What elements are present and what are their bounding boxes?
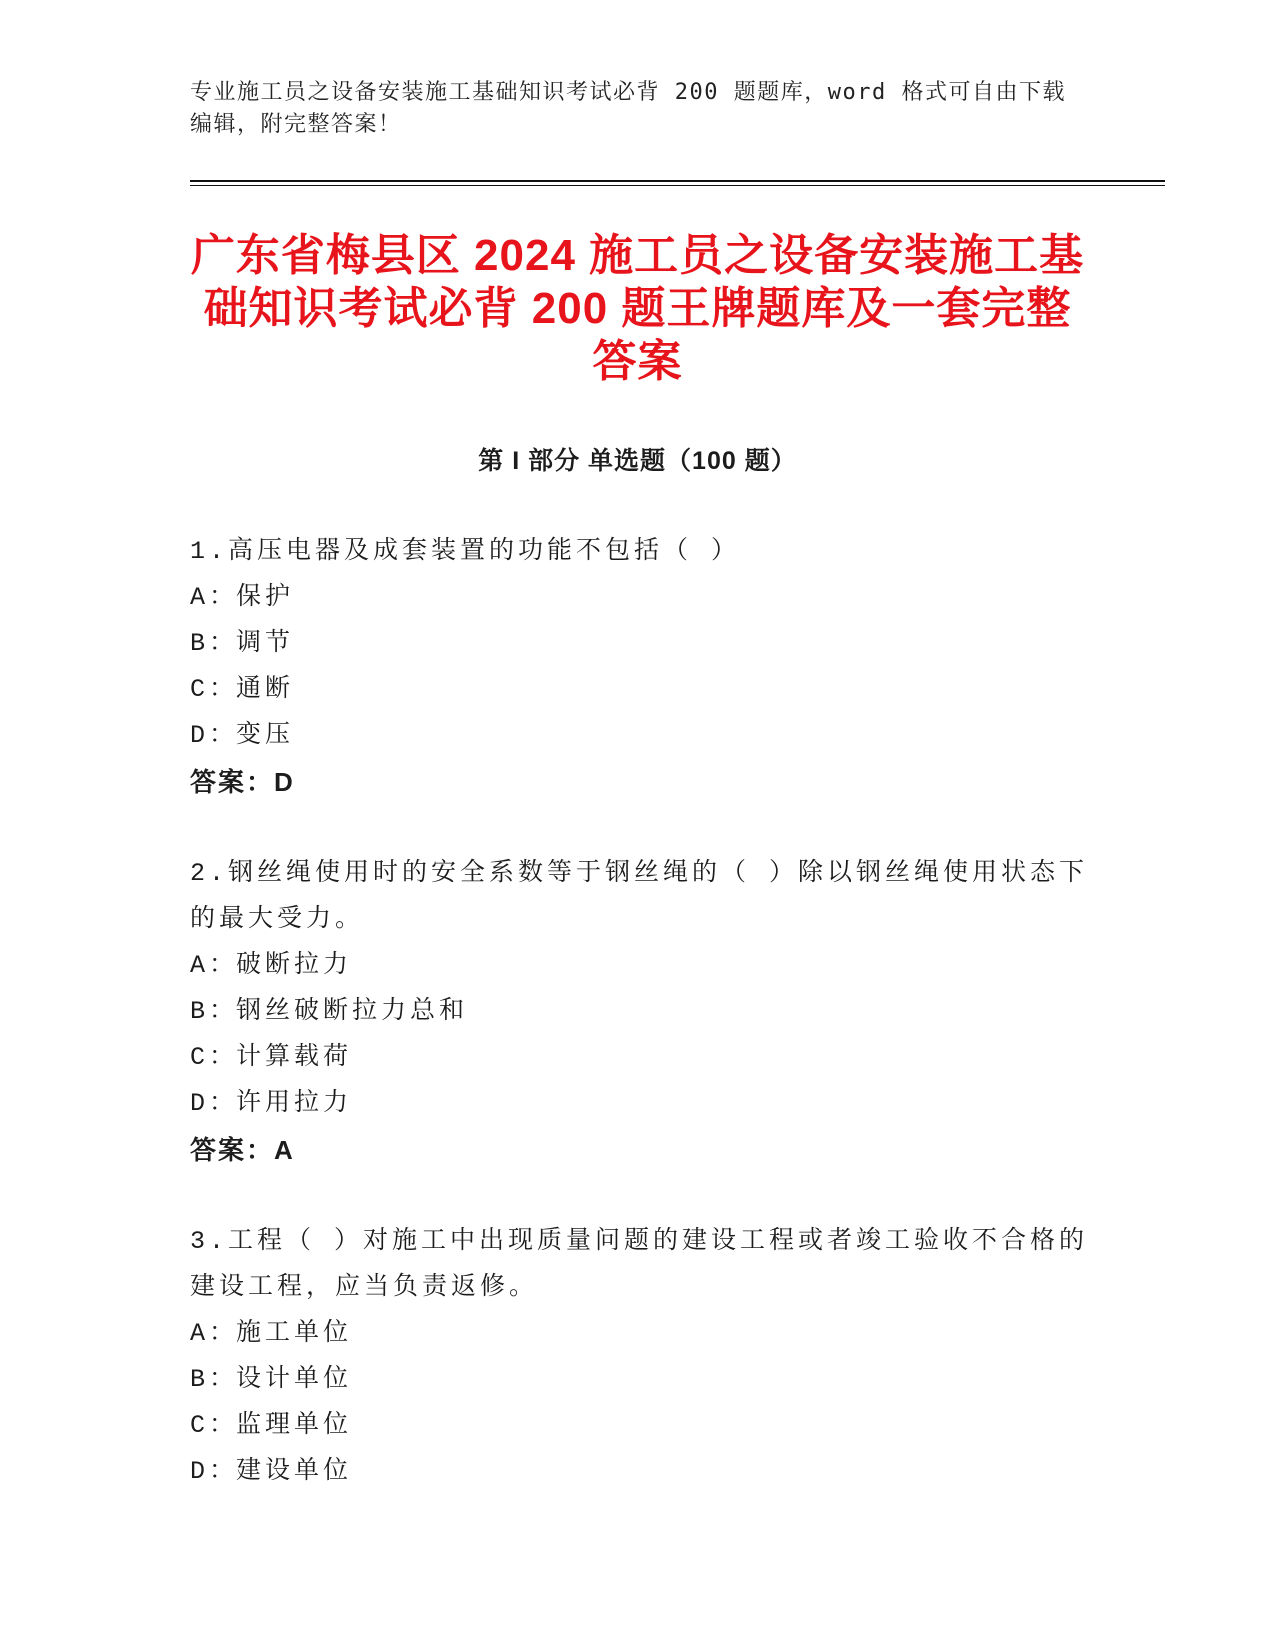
question-item xyxy=(190,851,1105,1173)
option-row xyxy=(190,575,1105,621)
section-heading: 第 I 部分 单选题（100 题） xyxy=(478,447,797,475)
option-label: B： xyxy=(190,1365,239,1394)
option-text: 计算载荷 xyxy=(236,1043,353,1072)
option-row xyxy=(190,1449,1105,1495)
option-row xyxy=(190,1081,1105,1127)
option-label: B： xyxy=(190,629,239,658)
answer-value: A xyxy=(274,1135,295,1165)
document-title-line: 广东省梅县区 2024 施工员之设备安装施工基 xyxy=(190,231,1085,280)
option-label: A： xyxy=(190,1319,239,1348)
document-title-line: 础知识考试必背 200 题王牌题库及一套完整 xyxy=(203,284,1072,333)
option-row xyxy=(190,667,1105,713)
option-row xyxy=(190,943,1105,989)
option-text: 建设单位 xyxy=(236,1457,353,1486)
option-label: A： xyxy=(190,951,239,980)
option-text: 调节 xyxy=(236,629,295,658)
option-text: 破断拉力 xyxy=(236,951,353,980)
document-title xyxy=(0,229,1275,388)
header-double-rule xyxy=(190,180,1165,186)
option-label: D： xyxy=(190,721,239,750)
option-row xyxy=(190,1035,1105,1081)
answer-label: 答案： xyxy=(190,767,275,797)
option-row xyxy=(190,1403,1105,1449)
option-text: 通断 xyxy=(236,675,295,704)
option-row xyxy=(190,621,1105,667)
option-text: 设计单位 xyxy=(236,1365,353,1394)
answer-row xyxy=(190,1127,1105,1173)
answer-label: 答案： xyxy=(190,1135,275,1165)
answer-row xyxy=(190,759,1105,805)
header-note xyxy=(190,77,1150,141)
option-label: C： xyxy=(190,1043,239,1072)
header-note-line: 编辑，附完整答案！ xyxy=(190,112,402,137)
answer-value: D xyxy=(274,767,295,797)
question-stem: 1.高压电器及成套装置的功能不包括（ ） xyxy=(190,537,741,566)
option-label: C： xyxy=(190,675,239,704)
option-text: 钢丝破断拉力总和 xyxy=(236,997,469,1026)
option-label: B： xyxy=(190,997,239,1026)
question-list xyxy=(190,529,1105,1541)
option-label: C： xyxy=(190,1411,239,1440)
option-row xyxy=(190,713,1105,759)
option-row xyxy=(190,989,1105,1035)
document-title-line: 答案 xyxy=(592,337,683,386)
question-item xyxy=(190,529,1105,805)
question-stem: 3.工程（ ）对施工中出现质量问题的建设工程或者竣工验收不合格的建设工程，应当负责返修。 xyxy=(190,1227,1089,1302)
option-text: 变压 xyxy=(236,721,295,750)
option-label: A： xyxy=(190,583,239,612)
option-text: 施工单位 xyxy=(236,1319,353,1348)
option-row xyxy=(190,1311,1105,1357)
header-note-line: 专业施工员之设备安装施工基础知识考试必背 200 题题库，word 格式可自由下载 xyxy=(190,80,1066,105)
option-row xyxy=(190,1357,1105,1403)
question-item xyxy=(190,1219,1105,1495)
option-text: 许用拉力 xyxy=(236,1089,353,1118)
question-stem: 2.钢丝绳使用时的安全系数等于钢丝绳的（ ）除以钢丝绳使用状态下的最大受力。 xyxy=(190,859,1089,934)
option-text: 保护 xyxy=(236,583,295,612)
option-label: D： xyxy=(190,1089,239,1118)
option-label: D： xyxy=(190,1457,239,1486)
option-text: 监理单位 xyxy=(236,1411,353,1440)
